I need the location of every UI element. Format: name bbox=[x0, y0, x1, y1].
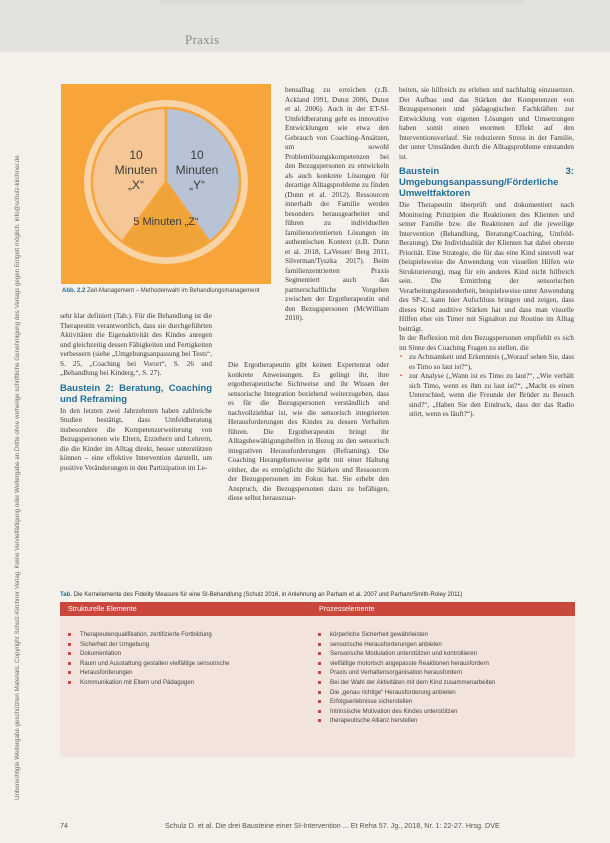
middle-paragraph-2: Die Ergotherapeutin gibt keinen Expertenrat oder konkrete Anweisungen. Es gelingt ihr, ihre ergotherapeutische Sichtweise und ihr Wissen der sensorische Integration beziehend weiterzugeben, dass es für die Bezugspersonen verständlich und nachvollziehbar ist, wie die sensorisch integrierten Herausforderungen des Kindes zu dessen Verhalten führen. Die Ergotherapeutin bringt ihr Alltagsbewältigungshelfen in Bezug zu den sensorisch integrativen Herausforderungen (Reframing). Die Coaching Herangehensweise geht mit einer Haltung einher, die es ermöglicht die Stärken und Ressourcen der Bezugspersonen im Fokus hat. Sie erhebt den Anspruch, die Bezugspersonen dazu zu befähigen, diese selbst herauszuar- bbox=[228, 361, 389, 502]
column-header-process: Prozesselemente bbox=[311, 602, 575, 616]
segment-y-line2: Minuten bbox=[175, 163, 219, 177]
middle-column-top bbox=[285, 86, 389, 324]
reflection-questions bbox=[399, 353, 574, 420]
section-label: Praxis bbox=[185, 32, 220, 47]
column-header-structural: Strukturelle Elemente bbox=[60, 602, 313, 616]
list-item: Praxis und Verhaltensorganisation herausfordern bbox=[318, 668, 568, 678]
left-paragraph-1: sehr klar definiert (Tab.). Für die Behandlung ist die Therapeutin verantwortlich, dass sie durchgeführten Aktivitäten die Eigenaktivität des Kindes anregen und gleichzeitig dessen Fähigkeiten und Fertigkeiten verbessern (siehe „Umgebungsanpassung bei Tests“, S. 25, „Coaching bei Vorort“, S. 26 und „Behandlung bei Kinderg.“, S. 27). bbox=[60, 312, 212, 377]
list-item: Dokumentation bbox=[68, 649, 308, 659]
list-item: sensorische Herausforderungen anbieten bbox=[318, 640, 568, 650]
list-item: Herausforderungen bbox=[68, 668, 308, 678]
segment-y-line3: „Y“ bbox=[189, 178, 205, 192]
baustein-2-heading: Baustein 2: Beratung, Coaching und Reframing bbox=[60, 382, 212, 405]
copyright-text: Unberechtigte Weitergabe geschützten Materials. Copyright Schulz-Kirchner Verlag. Keine Vervielfältigung oder Weitergabe an Dritte ohne vorherige schriftliche Genehmigung des Verlags gegen Entgelt möglich. info@schulz-kirchner.de bbox=[14, 155, 21, 800]
process-elements-list bbox=[318, 630, 568, 726]
list-item: therapeutische Allianz herstellen bbox=[318, 716, 568, 726]
right-paragraph-2: Die Therapeutin überprüft und dokumentiert nach Monitoring Prinzipien die Reaktionen des Klienten und seiner Familie bzw. die Reaktionen auf die jeweilige Intervention (Behandlung, Beratung/Coaching, Umfeld-Beratung). Die Individualität der Klienten hat dabei oberste Priorität. Eine Strategie, die für das eine Kind sinnvoll war (beispielsweise die Anwendung von visuellen Hilfen wie Strukturierung), mag für ein anderes Kind nicht hilfreich sein. Die Ermittlung der sensorischen Verarbeitungsbesonderheit, beispielsweise unter Anwendung des SP-2, kann hier Aufschluss bringen und zeigen, dass dieses Kind auditive Stärken hat und dass man visuelle Hilfen eher ein Timer mit Signalton zur Routine im Alltag beiträgt. bbox=[399, 201, 574, 333]
list-item: Therapeutenqualifikation, zertifizierte Fortbildung bbox=[68, 630, 308, 640]
bullet-item: ▪ zu Achtsamkeit und Erkenntnis („Worauf sehen Sie, dass es Timo so laut ist?“), bbox=[409, 353, 574, 372]
list-item: Die „genau richtige“ Herausforderung anbieten bbox=[318, 688, 568, 698]
right-paragraph-3: In der Reflexion mit den Bezugspersonen empfiehlt es sich im Sinne des Coaching Fragen zu stellen, die bbox=[399, 334, 574, 352]
page-number: 74 bbox=[60, 821, 68, 830]
fidelity-table bbox=[60, 602, 575, 757]
right-paragraph-1: beiten, sie hilfreich zu erleben und nachhaltig einzusetzen. Der Aufbau und das Stärken der Kompetenzen von Bezugspersonen und pädagogischen Fachkräften zur Entwicklung von eigenen Lösungen und Umsetzungen haben somit einen enormen Effekt auf den Interventionsverlauf. Sie reduzieren Stress in der Familie, der unter Umständen durch die Alltagsprobleme entstanden ist. bbox=[399, 86, 574, 161]
left-column bbox=[60, 312, 212, 473]
list-item: Sicherheit der Umgebung bbox=[68, 640, 308, 650]
pie-diagram bbox=[81, 97, 251, 267]
page-header bbox=[0, 0, 610, 52]
list-item: Kommunikation mit Eltern und Pädagogen bbox=[68, 678, 308, 688]
list-item: Bei der Wahl der Aktivitäten mit dem Kind zusammenarbeiten bbox=[318, 678, 568, 688]
list-item: Intrinsische Motivation des Kindes unterstützen bbox=[318, 707, 568, 717]
left-paragraph-2: In den letzten zwei Jahrzehnten haben zahlreiche Studien bestätigt, dass Umfeldberatung insbesondere die Kompetenzerweiterung von Bezugspersonen wie Eltern, Erziehern und Lehrern, die die Kinder im Alltag direkt, besser unterstützen können – eine effektive Intervention darstellt, um positive Veränderungen in den Partizipation im Le- bbox=[60, 406, 212, 472]
bullet-item: ▪ zur Analyse („Wann ist es Timo zu laut?“, „Wie verhält sich Timo, wenn es ihm zu laut ist?“, „Macht es einen Unterschied, wenn die Freunde der Brüder zu Besuch sind?“, „Haben Sie den Eindruck, dass der das Radio stört, wenn es läuft?“). bbox=[409, 372, 574, 420]
list-item: Raum und Ausstattung gestalten vielfältige sensorische bbox=[68, 659, 308, 669]
table-caption bbox=[60, 592, 575, 598]
segment-y-line1: 10 bbox=[190, 148, 204, 162]
structural-elements-list bbox=[68, 630, 308, 688]
time-management-figure bbox=[61, 84, 271, 284]
list-item: Erfolgserlebnisse sicherstellen bbox=[318, 697, 568, 707]
table-caption-label: Tab. bbox=[60, 592, 72, 598]
middle-paragraph-1: bensalltag zu erreichen (z.B. Ackland 1991, Dunst 2006, Dunst et al. 2006). Auch in der ET-SI-Umfeldberatung geht es innovative Entwicklungen wie etwa den Gebrauch von Coaching-Ansätzen, um sowohl Problemlösungskompetenzen bei den Bezugspersonen zu entwickeln als auch konkrete Lösungen für derartige Alltagsprobleme zu finden (Dunn et al. 2012). Ressourcen innerhalb der Familie werden besonders herausgearbeitet und führen zu individuellen familienorientierten Lösungen im authentischen Kontext (z.B. Dunn et al. 2018, LaVesser/ Berg 2011, Silverman/Tyszka 2017). Beim familienzentrierten Praxis Segmentiert auch das partnerschaftliche Vorgehen zwischen der Ergotherapeutin und den Bezugspersonen (McWilliam 2010). bbox=[285, 86, 389, 322]
figure-caption-label: Abb. 2.2 bbox=[62, 288, 86, 294]
footer-citation: Schulz D. et al. Die drei Bausteine einer SI-Intervention ... Et Reha 57. Jg., 2018, Nr. 1: 22-27. Hrsg. DVE bbox=[165, 821, 500, 830]
baustein-3-heading: Baustein 3: Umgebungsanpassung/Förderliche Umweltfaktoren bbox=[399, 166, 574, 199]
right-column bbox=[399, 86, 574, 420]
segment-z-label: 5 Minuten „Z“ bbox=[133, 216, 199, 228]
middle-column-bottom bbox=[228, 361, 389, 504]
copyright-side-note bbox=[6, 60, 21, 800]
list-item: Sensorische Modulation unterstützen und kontrollieren bbox=[318, 649, 568, 659]
segment-x-line2: Minuten bbox=[114, 163, 158, 177]
segment-x-line3: „X“ bbox=[128, 178, 144, 192]
list-item: vielfältige motorisch angepasste Reaktionen herausfordern bbox=[318, 659, 568, 669]
header-rule bbox=[160, 0, 525, 4]
segment-x-line1: 10 bbox=[129, 148, 143, 162]
figure-caption-text: Zeit-Management – Methodenwahl im Behandlungsmanagement bbox=[87, 288, 260, 294]
table-caption-text: Die Kernelemente des Fidelity Measure für eine SI-Behandlung (Schulz 2016, in Anlehnung an Parham et al. 2007 und Parham/Smith-Roley 2011) bbox=[73, 592, 463, 598]
list-item: körperliche Sicherheit gewährleisten bbox=[318, 630, 568, 640]
figure-caption bbox=[62, 287, 267, 295]
